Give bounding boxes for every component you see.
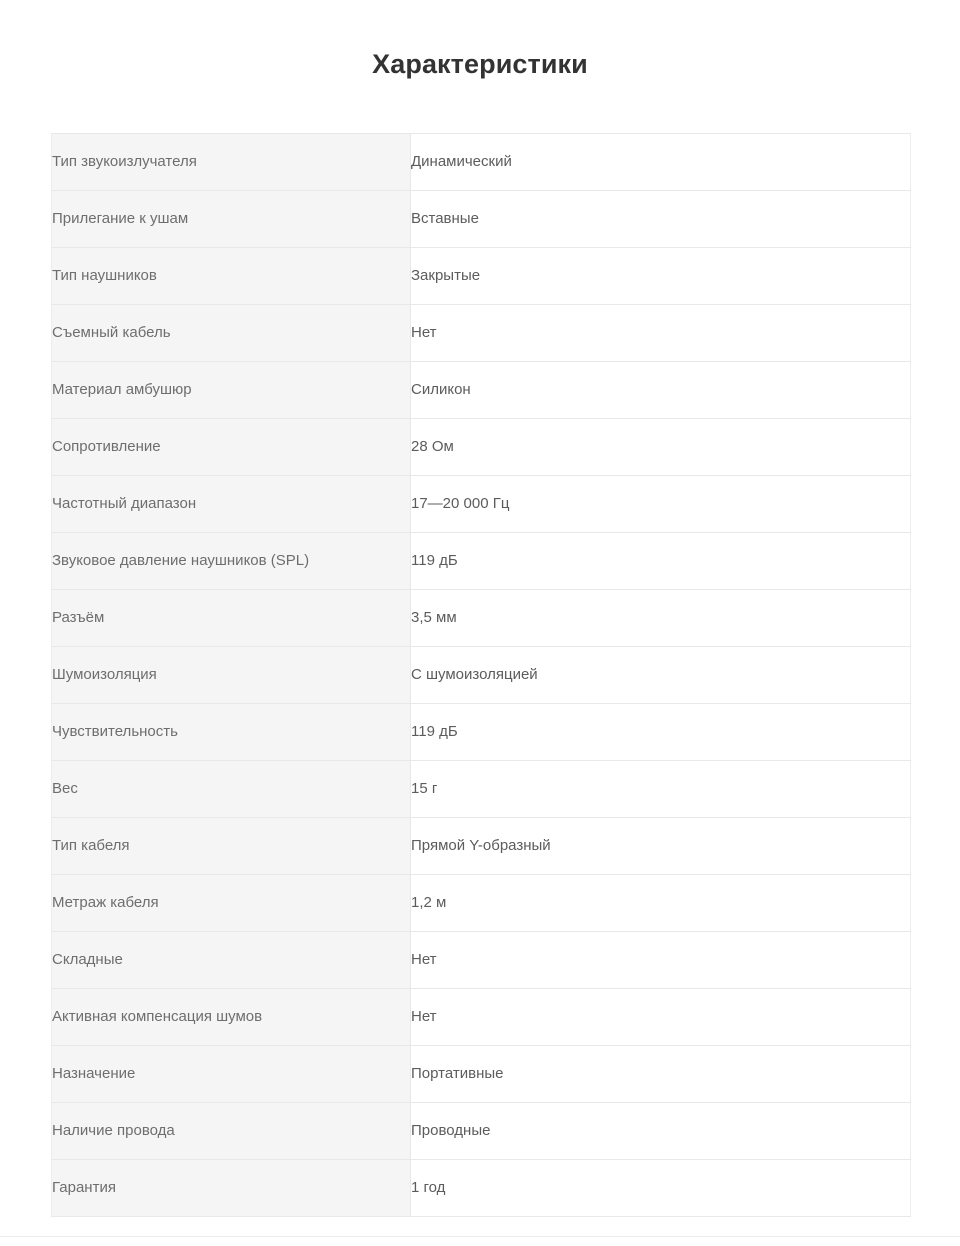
- spec-value: 17—20 000 Гц: [411, 476, 911, 533]
- spec-label: Тип наушников: [52, 248, 411, 305]
- table-row: [52, 761, 911, 818]
- table-row: [52, 932, 911, 989]
- spec-label: Звуковое давление наушников (SPL): [52, 533, 411, 590]
- spec-value: Проводные: [411, 1103, 911, 1160]
- table-row: [52, 875, 911, 932]
- spec-value: 3,5 мм: [411, 590, 911, 647]
- spec-label: Шумоизоляция: [52, 647, 411, 704]
- table-row: [52, 1046, 911, 1103]
- spec-label: Сопротивление: [52, 419, 411, 476]
- spec-label: Съемный кабель: [52, 305, 411, 362]
- spec-label: Складные: [52, 932, 411, 989]
- spec-value: 1,2 м: [411, 875, 911, 932]
- table-row: [52, 248, 911, 305]
- spec-label: Гарантия: [52, 1160, 411, 1217]
- spec-label: Прилегание к ушам: [52, 191, 411, 248]
- spec-label: Тип кабеля: [52, 818, 411, 875]
- spec-value: Динамический: [411, 134, 911, 191]
- spec-label: Активная компенсация шумов: [52, 989, 411, 1046]
- spec-value: Нет: [411, 989, 911, 1046]
- spec-label: Материал амбушюр: [52, 362, 411, 419]
- spec-value: Нет: [411, 932, 911, 989]
- table-row: [52, 590, 911, 647]
- specifications-table-body: [52, 134, 911, 1217]
- table-row: [52, 647, 911, 704]
- spec-value: С шумоизоляцией: [411, 647, 911, 704]
- spec-label: Разъём: [52, 590, 411, 647]
- table-row: [52, 191, 911, 248]
- table-row: [52, 1103, 911, 1160]
- table-row: [52, 704, 911, 761]
- spec-value: Закрытые: [411, 248, 911, 305]
- specifications-table-container: [51, 133, 911, 1217]
- spec-value: 15 г: [411, 761, 911, 818]
- spec-value: 119 дБ: [411, 533, 911, 590]
- spec-value: Вставные: [411, 191, 911, 248]
- spec-label: Чувствительность: [52, 704, 411, 761]
- spec-value: Нет: [411, 305, 911, 362]
- spec-label: Частотный диапазон: [52, 476, 411, 533]
- table-row: [52, 476, 911, 533]
- spec-value: Портативные: [411, 1046, 911, 1103]
- spec-value: 119 дБ: [411, 704, 911, 761]
- spec-label: Наличие провода: [52, 1103, 411, 1160]
- table-row: [52, 818, 911, 875]
- spec-value: Прямой Y-образный: [411, 818, 911, 875]
- spec-label: Назначение: [52, 1046, 411, 1103]
- spec-label: Вес: [52, 761, 411, 818]
- page-title: Характеристики: [372, 49, 588, 79]
- table-row: [52, 362, 911, 419]
- spec-value: 28 Ом: [411, 419, 911, 476]
- table-row: [52, 134, 911, 191]
- table-row: [52, 989, 911, 1046]
- table-row: [52, 419, 911, 476]
- spec-label: Метраж кабеля: [52, 875, 411, 932]
- spec-label: Тип звукоизлучателя: [52, 134, 411, 191]
- specifications-table: [51, 133, 911, 1217]
- page-bottom-divider: [0, 1236, 960, 1237]
- spec-value: 1 год: [411, 1160, 911, 1217]
- spec-value: Силикон: [411, 362, 911, 419]
- table-row: [52, 533, 911, 590]
- table-row: [52, 1160, 911, 1217]
- table-row: [52, 305, 911, 362]
